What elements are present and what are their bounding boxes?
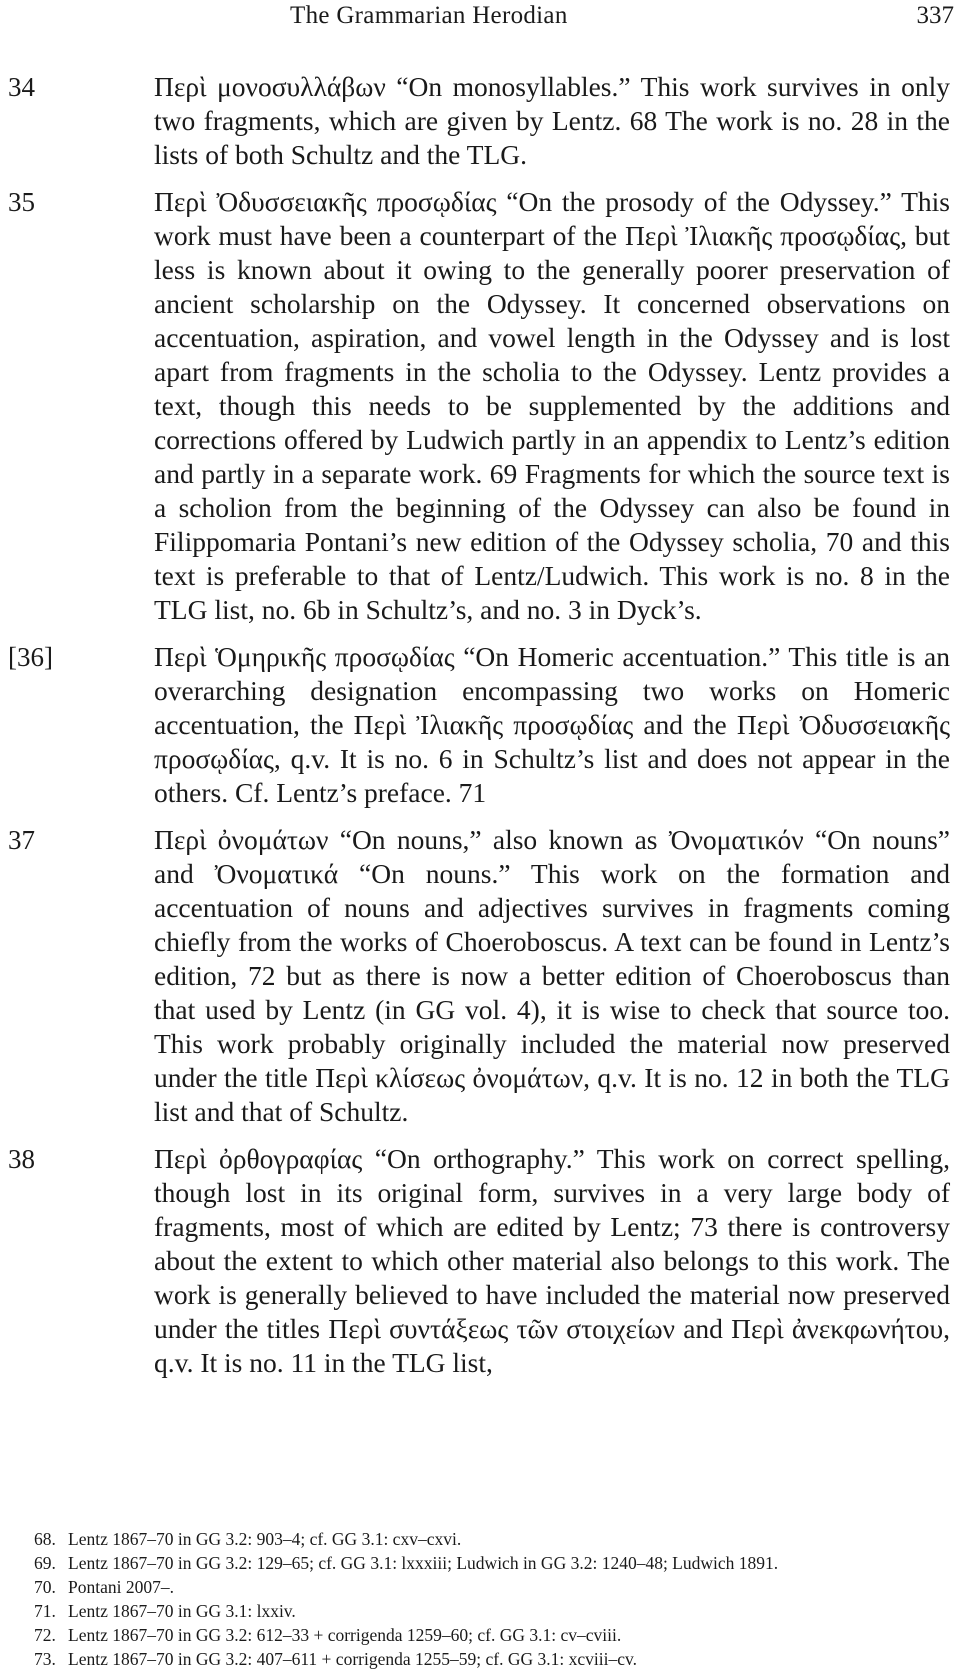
- footnote: [0, 1647, 960, 1671]
- footnote: [0, 1623, 960, 1647]
- footnotes: [0, 1527, 960, 1671]
- footnote-text: Lentz 1867–70 in GG 3.2: 129–65; cf. GG 3.1: lxxxiii; Ludwich in GG 3.2: 1240–48; Ludwich 1891.: [68, 1553, 779, 1573]
- footnote-text: Lentz 1867–70 in GG 3.2: 903–4; cf. GG 3.1: cxv–cxvi.: [68, 1529, 462, 1549]
- entry-number: 35: [8, 187, 35, 217]
- entry: [0, 823, 960, 1129]
- footnote-number: 72.: [34, 1625, 56, 1645]
- footnote-number: 70.: [34, 1577, 56, 1597]
- footnote: [0, 1527, 960, 1551]
- page-number: 337: [916, 2, 954, 29]
- footnote-number: 69.: [34, 1553, 56, 1573]
- footnote-text: Lentz 1867–70 in GG 3.2: 612–33 + corrigenda 1259–60; cf. GG 3.1: cv–cviii.: [68, 1625, 622, 1645]
- entry-text: Περὶ Ὁμηρικῆς προσῳδίας “On Homeric accentuation.” This title is an overarching designation encompassing two works on Homeric accentuation, the Περὶ Ἰλιακῆς προσῳδίας and the Περὶ Ὀδυσσειακῆς προσῳδίας, q.v. It is no. 6 in Schultz’s list and does not appear in the others. Cf. Lentz’s preface. 71: [154, 641, 950, 808]
- running-head: The Grammarian Herodian: [290, 2, 568, 29]
- page-header: [0, 0, 960, 40]
- footnote-number: 68.: [34, 1529, 56, 1549]
- entry-number: 37: [8, 825, 35, 855]
- entry-text: Περὶ μονοσυλλάβων “On monosyllables.” This work survives in only two fragments, which are given by Lentz. 68 The work is no. 28 in the lists of both Schultz and the TLG.: [154, 71, 950, 170]
- entry: [0, 1142, 960, 1380]
- entry: [0, 640, 960, 810]
- footnote-number: 73.: [34, 1649, 56, 1669]
- footnote-text: Lentz 1867–70 in GG 3.2: 407–611 + corrigenda 1255–59; cf. GG 3.1: xcviii–cv.: [68, 1649, 637, 1669]
- entry-number: 38: [8, 1144, 35, 1174]
- footnote: [0, 1551, 960, 1575]
- footnote-text: Lentz 1867–70 in GG 3.1: lxxiv.: [68, 1601, 296, 1621]
- entry-text: Περὶ Ὀδυσσειακῆς προσῳδίας “On the prosody of the Odyssey.” This work must have been a counterpart of the Περὶ Ἰλιακῆς προσῳδίας, but less is known about it owing to the generally poorer preservation of ancient scholarship on the Odyssey. It concerned observations on accentuation, aspiration, and vowel length in the Odyssey and is lost apart from fragments in the scholia to the Odyssey. Lentz provides a text, though this needs to be supplemented by the additions and corrections offered by Ludwich partly in an appendix to Lentz’s edition and partly in a separate work. 69 Fragments for which the source text is a scholion from the beginning of the Odyssey can also be found in Filippomaria Pontani’s new edition of the Odyssey scholia, 70 and this text is preferable to that of Lentz/Ludwich. This work is no. 8 in the TLG list, no. 6b in Schultz’s, and no. 3 in Dyck’s.: [154, 186, 950, 625]
- entry-text: Περὶ ὀρθογραφίας “On orthography.” This work on correct spelling, though lost in its original form, survives in a very large body of fragments, most of which are edited by Lentz; 73 there is controversy about the extent to which other material also belongs to this work. The work is generally believed to have included the material now preserved under the titles Περὶ συντάξεως τῶν στοιχείων and Περὶ ἀνεκφωνήτου, q.v. It is no. 11 in the TLG list,: [154, 1143, 950, 1378]
- entry: [0, 185, 960, 627]
- footnote: [0, 1599, 960, 1623]
- footnote: [0, 1575, 960, 1599]
- entry-list: [0, 70, 960, 1393]
- entry-number: 34: [8, 72, 35, 102]
- entry-number: [36]: [8, 642, 53, 672]
- entry: [0, 70, 960, 172]
- footnote-text: Pontani 2007–.: [68, 1577, 174, 1597]
- footnote-number: 71.: [34, 1601, 56, 1621]
- entry-text: Περὶ ὀνομάτων “On nouns,” also known as Ὀνοματικόν “On nouns” and Ὀνοματικά “On nouns.” This work on the formation and accentuation of nouns and adjectives survives in fragments coming chiefly from the works of Choeroboscus. A text can be found in Lentz’s edition, 72 but as there is now a better edition of Choeroboscus than that used by Lentz (in GG vol. 4), it is wise to check that source too. This work probably originally included the material now preserved under the title Περὶ κλίσεως ὀνομάτων, q.v. It is no. 12 in both the TLG list and that of Schultz.: [154, 824, 950, 1127]
